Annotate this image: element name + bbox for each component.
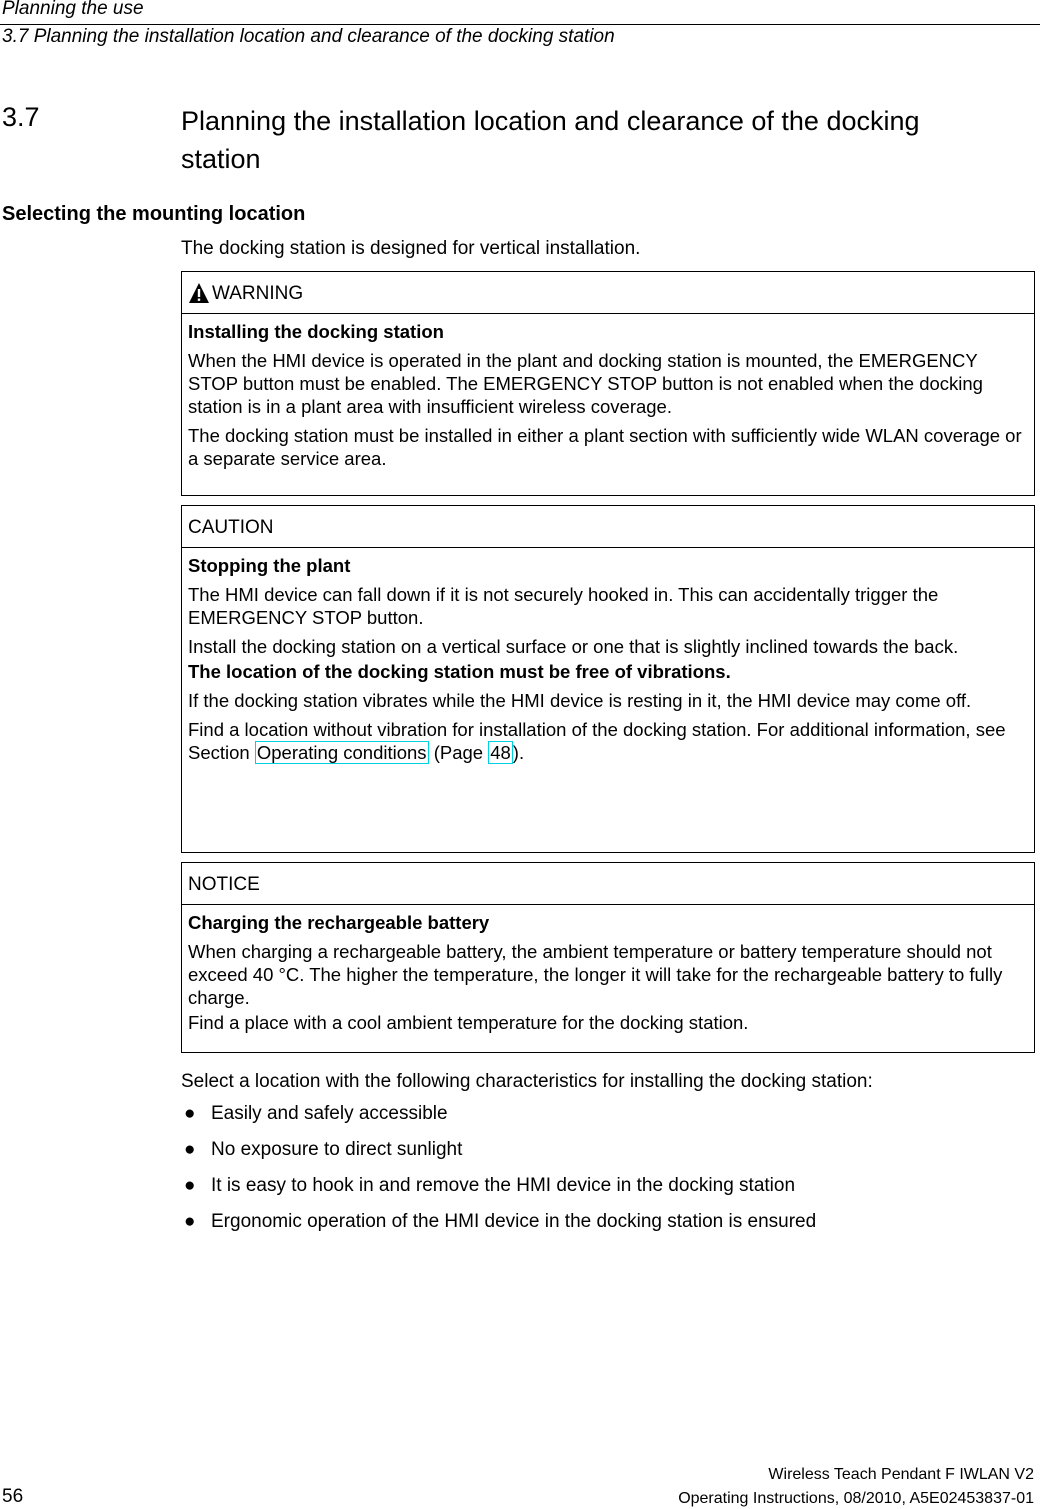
list-item-text: It is easy to hook in and remove the HMI device in the docking station xyxy=(211,1175,796,1196)
list-item-text: Easily and safely accessible xyxy=(211,1103,448,1124)
warning-header xyxy=(182,272,1034,314)
warning-title: Installing the docking station xyxy=(188,321,444,342)
list-item xyxy=(181,1101,816,1137)
notice-box xyxy=(181,862,1035,1053)
caution-paragraph: The HMI device can fall down if it is not securely hooked in. This can accidentally trigger the EMERGENCY STOP button. xyxy=(188,584,939,628)
operating-conditions-link[interactable]: Operating conditions xyxy=(256,742,427,763)
bullet-icon: ● xyxy=(184,1103,196,1124)
warning-paragraph: When the HMI device is operated in the plant and docking station is mounted, the EMERGENCY STOP button must be enabled. The EMERGENCY STOP button is not enabled when the docking station is in a plant area with insufficient wireless coverage. xyxy=(188,350,983,417)
list-item xyxy=(181,1209,816,1245)
caution-title-vibrations: The location of the docking station must be free of vibrations. xyxy=(188,661,731,682)
notice-paragraph: When charging a rechargeable battery, the ambient temperature or battery temperature should not exceed 40 °C. The higher the temperature, the longer it will take for the rechargeable battery to fully charge. xyxy=(188,941,1003,1008)
notice-header xyxy=(182,863,1034,905)
notice-title: Charging the rechargeable battery xyxy=(188,912,490,933)
caution-paragraph: Install the docking station on a vertical surface or one that is slightly inclined towards the back. xyxy=(188,636,959,657)
caution-paragraph-reference xyxy=(188,718,1028,764)
reference-text: ). xyxy=(512,742,525,763)
running-header-chapter: Planning the use xyxy=(2,0,144,19)
running-header-section: 3.7 Planning the installation location and clearance of the docking station xyxy=(2,26,615,47)
warning-triangle-icon xyxy=(188,282,210,304)
list-item-text: Ergonomic operation of the HMI device in the docking station is ensured xyxy=(211,1211,817,1232)
section-title: Planning the installation location and clearance of the docking station xyxy=(181,106,920,174)
page-48-link[interactable]: 48 xyxy=(490,742,511,763)
section-number: 3.7 xyxy=(2,102,40,132)
footer-product: Wireless Teach Pendant F IWLAN V2 xyxy=(768,1466,1034,1483)
bullet-icon: ● xyxy=(184,1211,196,1232)
list-intro: Select a location with the following characteristics for installing the docking station: xyxy=(181,1071,873,1092)
characteristics-list xyxy=(181,1101,816,1245)
caution-label: CAUTION xyxy=(188,517,274,538)
reference-text: Find a location without vibration for installation of the docking station. For additional information, see Section xyxy=(188,719,1006,763)
caution-header xyxy=(182,506,1034,548)
subheading: Selecting the mounting location xyxy=(2,203,306,225)
caution-paragraph: If the docking station vibrates while the HMI device is resting in it, the HMI device may come off. xyxy=(188,690,972,711)
warning-paragraph: The docking station must be installed in either a plant section with sufficiently wide WLAN coverage or a separate service area. xyxy=(188,425,1022,469)
warning-label: WARNING xyxy=(212,283,304,304)
list-item-text: No exposure to direct sunlight xyxy=(211,1139,463,1160)
list-item xyxy=(181,1137,816,1173)
intro-paragraph: The docking station is designed for vertical installation. xyxy=(181,238,641,259)
footer-document: Operating Instructions, 08/2010, A5E02453837-01 xyxy=(678,1490,1034,1507)
notice-label: NOTICE xyxy=(188,874,260,895)
page-number: 56 xyxy=(2,1486,24,1507)
bullet-icon: ● xyxy=(184,1175,196,1196)
bullet-icon: ● xyxy=(184,1139,196,1160)
list-item xyxy=(181,1173,816,1209)
notice-paragraph: Find a place with a cool ambient temperature for the docking station. xyxy=(188,1012,749,1033)
reference-text: (Page xyxy=(428,742,489,763)
header-rule xyxy=(0,24,1040,25)
caution-title: Stopping the plant xyxy=(188,555,351,576)
caution-box xyxy=(181,505,1035,853)
warning-box xyxy=(181,271,1035,496)
